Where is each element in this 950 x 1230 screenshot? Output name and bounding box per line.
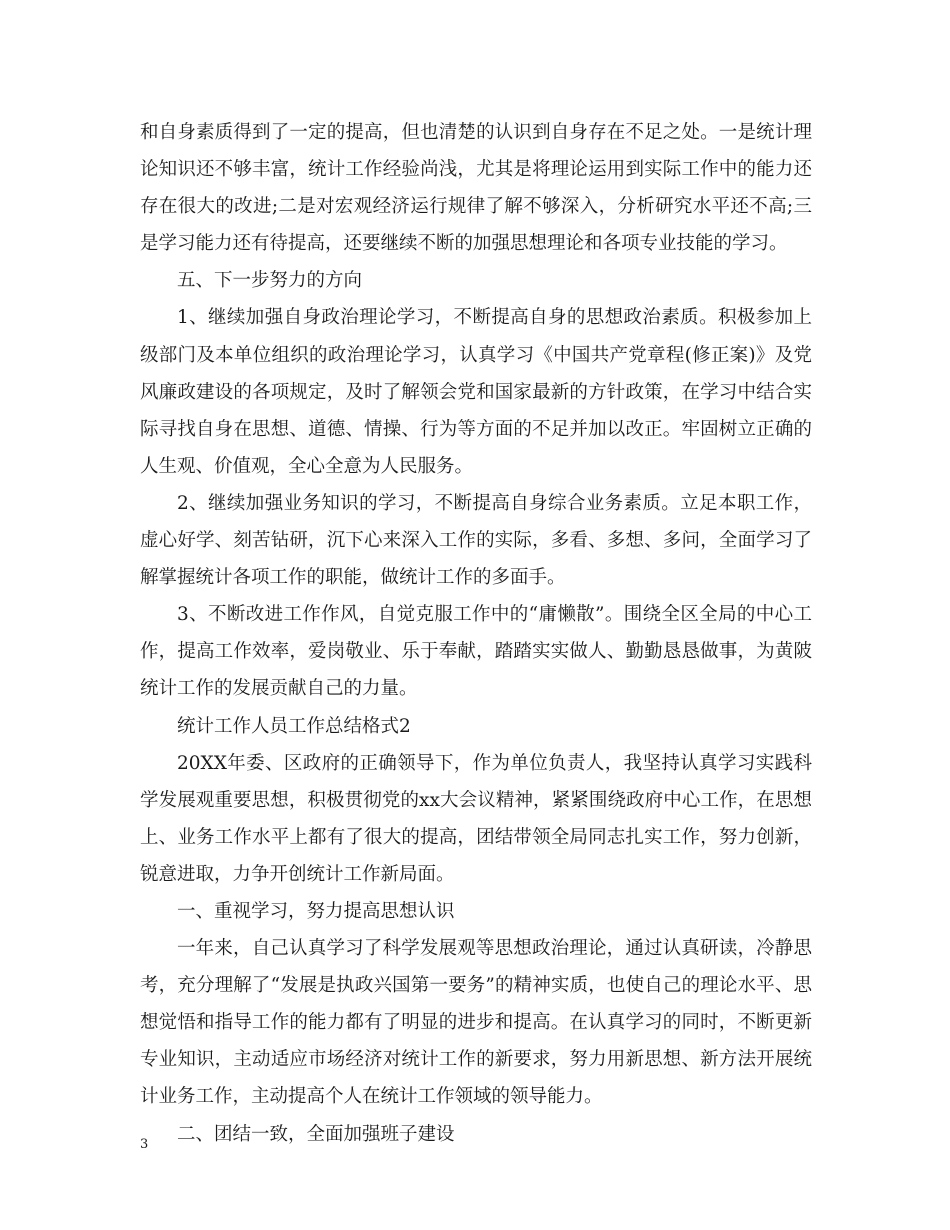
paragraph-item-3: 3、不断改进工作作风，自觉克服工作中的“庸懒散”。围绕全区全局的中心工作，提高工作效率，爱岗敬业、乐于奉献，踏踏实实做人、勤勤恳恳做事，为黄陂统计工作的发展贡献自己的力量。 — [140, 604, 812, 700]
body-text — [140, 114, 812, 1153]
document-subtitle: 统计工作人员工作总结格式2 — [177, 715, 411, 737]
paragraph-study: 一年来，自己认真学习了科学发展观等思想政治理论，通过认真研读，冷静思考，充分理解了“发展是执政兴国第一要务”的精神实质，也使自己的理论水平、思想觉悟和指导工作的能力都有了明显的进步和提高。在认真学习的同时，不断更新专业知识，主动适应市场经济对统计工作的新要求，努力用新思想、新方法开展统计业务工作，主动提高个人在统计工作领域的领导能力。 — [140, 938, 812, 1108]
paragraph-continuation: 和自身素质得到了一定的提高，但也清楚的认识到自身存在不足之处。一是统计理论知识还不够丰富，统计工作经验尚浅，尤其是将理论运用到实际工作中的能力还存在很大的改进;二是对宏观经济运行规律了解不够深入，分析研究水平还不高;三是学习能力还有待提高，还要继续不断的加强思想理论和各项专业技能的学习。 — [140, 122, 812, 255]
section-heading-team: 二、团结一致，全面加强班子建设 — [177, 1123, 455, 1145]
paragraph-intro: 20XX年委、区政府的正确领导下，作为单位负责人，我坚持认真学习实践科学发展观重要思想，积极贯彻党的xx大会议精神，紧紧围绕政府中心工作，在思想上、业务工作水平上都有了很大的提高，团结带领全局同志扎实工作，努力创新，锐意进取，力争开创统计工作新局面。 — [140, 752, 812, 885]
page-number: 3 — [140, 1137, 149, 1152]
section-heading-next-steps: 五、下一步努力的方向 — [177, 270, 363, 292]
section-heading-study: 一、重视学习，努力提高思想认识 — [177, 900, 455, 922]
paragraph-item-2: 2、继续加强业务知识的学习，不断提高自身综合业务素质。立足本职工作，虚心好学、刻苦钻研，沉下心来深入工作的实际，多看、多想、多问，全面学习了解掌握统计各项工作的职能，做统计工作的多面手。 — [140, 492, 812, 589]
paragraph-item-1: 1、继续加强自身政治理论学习，不断提高自身的思想政治素质。积极参加上级部门及本单位组织的政治理论学习，认真学习《中国共产党章程(修正案)》及党风廉政建设的各项规定，及时了解领会党和国家最新的方针政策，在学习中结合实际寻找自身在思想、道德、情操、行为等方面的不足并加以改正。牢固树立正确的人生观、价值观，全心全意为人民服务。 — [140, 307, 812, 477]
